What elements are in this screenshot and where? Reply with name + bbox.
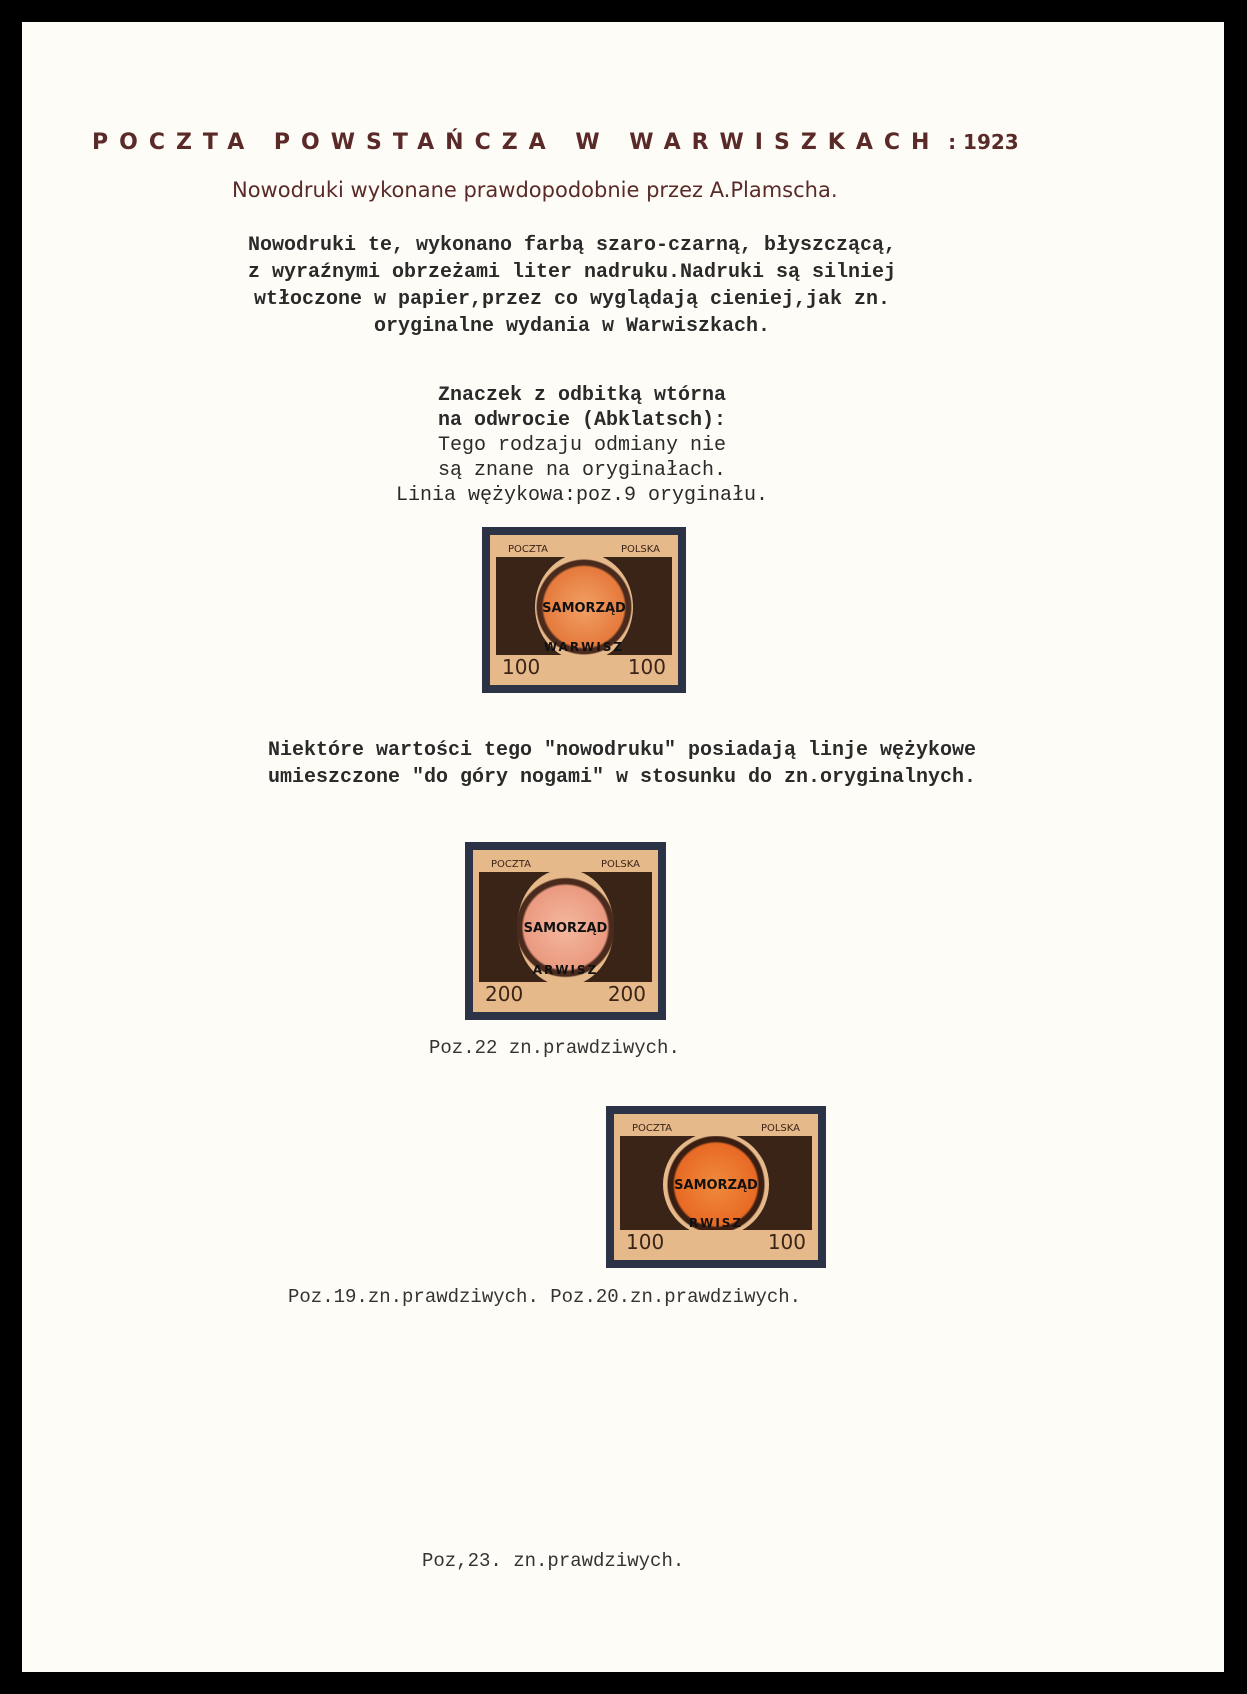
stamp-overprint: SAMORZĄD: [674, 1178, 758, 1194]
stamp-overprint: SAMORZĄD: [523, 921, 608, 937]
page-title: [92, 130, 1102, 155]
abklatsch-line: Tego rodzaju odmiany nie: [437, 434, 727, 457]
description-line: oryginalne wydania w Warwiszkach.: [373, 315, 771, 338]
title-text: POCZTA POWSTAŃCZA W WARWISZKACH: [92, 130, 941, 155]
abklatsch-note: [322, 383, 842, 508]
note-line: umieszczone "do góry nogami" w stosunku do zn.oryginalnych.: [267, 766, 977, 789]
stamp-top-text: POCZTA POLSKA: [479, 856, 652, 872]
stamp-overprint-town: WARWISZ: [543, 640, 625, 654]
description-line: z wyraźnymi obrzeżami liter nadruku.Nadruki są silniej: [247, 261, 897, 284]
abklatsch-line: Linia wężykowa:poz.9 oryginału.: [395, 484, 769, 507]
note-line: Niektóre wartości tego "nowodruku" posiadają linje wężykowe: [267, 739, 977, 762]
stamp-mount: [482, 527, 686, 693]
stamp-mount: [606, 1106, 826, 1268]
stamp-mount: [465, 842, 666, 1020]
album-page: [22, 22, 1224, 1672]
inverted-lines-note: [122, 737, 1122, 791]
abklatsch-line: na odwrocie (Abklatsch):: [437, 409, 727, 432]
stamp-value: 100 100: [620, 1230, 812, 1254]
stamp-image: [490, 535, 678, 685]
description: [172, 232, 972, 340]
caption: Poz.22 zn.prawdziwych.: [429, 1037, 680, 1059]
abklatsch-line: są znane na oryginałach.: [437, 459, 727, 482]
stamp-value: 200 200: [479, 982, 652, 1006]
stamp-overprint: SAMORZĄD: [542, 601, 626, 616]
stamp-image: [614, 1114, 818, 1260]
caption: Poz,23. zn.prawdziwych.: [422, 1550, 685, 1572]
caption: Poz.19.zn.prawdziwych. Poz.20.zn.prawdziwych.: [288, 1286, 802, 1308]
description-line: Nowodruki te, wykonano farbą szaro-czarną, błyszczącą,: [247, 234, 897, 257]
stamp-overprint-town: ARWISZ: [532, 963, 599, 978]
description-line: wtłoczone w papier,przez co wyglądają cieniej,jak zn.: [253, 288, 891, 311]
subtitle: Nowodruki wykonane prawdopodobnie przez A.Plamscha.: [232, 178, 838, 202]
stamp-value: 100 100: [496, 655, 672, 679]
stamp-image: [473, 850, 658, 1012]
stamp-top-text: POCZTA POLSKA: [620, 1120, 812, 1136]
abklatsch-line: Znaczek z odbitką wtórna: [437, 384, 727, 407]
stamp-top-text: POCZTA POLSKA: [496, 541, 672, 557]
title-year: : 1923: [948, 130, 1019, 154]
stamp-overprint-town: RWISZ: [688, 1216, 744, 1231]
